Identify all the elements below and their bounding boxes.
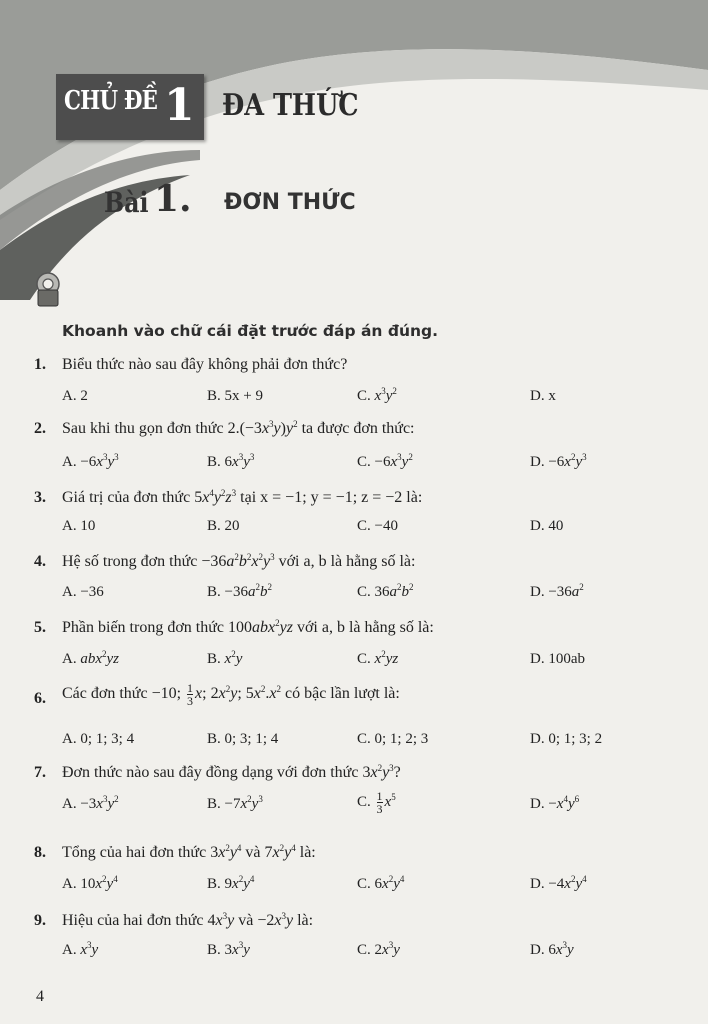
option-c[interactable]: C. $-6x^3y^2$ [357, 452, 413, 470]
question-text: Hệ số trong đơn thức $-36a^2b^2x^2y^3$ với a, b là hằng số là: [62, 552, 416, 570]
question-number: 6. [34, 690, 46, 707]
question-number: 9. [34, 912, 46, 929]
question-number: 7. [34, 764, 46, 781]
option-d[interactable]: D. 100ab [530, 651, 585, 667]
header-background [0, 0, 708, 330]
question-text: Phần biến trong đơn thức 100abx$^2$yz với a, b là hằng số là: [62, 618, 434, 636]
page-number: 4 [36, 988, 44, 1005]
question-number: 3. [34, 489, 46, 506]
option-a[interactable]: A. 0; 1; 3; 4 [62, 731, 135, 747]
question-text: Các đơn thức −10; $\frac{1}{3}$ x; $2x^2y$; $5x^2.x^2$ có bậc lần lượt là: [62, 681, 400, 708]
option-c[interactable]: C. $x^3y^2$ [357, 386, 397, 404]
option-b[interactable]: B. 5x + 9 [207, 388, 263, 404]
gear-book-icon [30, 270, 66, 310]
question-text: Giá trị của đơn thức $5x^4y^2z^3$ tại x = −1; y = −1; z = −2 là: [62, 488, 423, 506]
topic-title: ĐA THỨC [222, 88, 359, 123]
option-d[interactable]: D. $-x^4y^6$ [530, 794, 580, 812]
option-b[interactable]: B. $x^2y$ [207, 649, 243, 667]
lesson-title: ĐƠN THỨC [224, 190, 356, 215]
option-a[interactable]: A. −36 [62, 584, 104, 600]
option-b[interactable]: B. $-36a^2b^2$ [207, 582, 272, 600]
lesson-label: Bài [104, 186, 149, 219]
option-a[interactable]: A. abx$^2$yz [62, 649, 120, 667]
option-d[interactable]: D. $-36a^2$ [530, 582, 584, 600]
option-a[interactable]: A. $10x^2y^4$ [62, 874, 118, 892]
question-text: Biểu thức nào sau đây không phải đơn thức? [62, 356, 348, 373]
option-b[interactable]: B. $6x^3y^3$ [207, 452, 255, 470]
option-b[interactable]: B. $9x^2y^4$ [207, 874, 255, 892]
option-a[interactable]: A. $-3x^3y^2$ [62, 794, 119, 812]
question-number: 5. [34, 619, 46, 636]
question-number: 1. [34, 356, 46, 373]
topic-number: 1 [164, 80, 195, 131]
option-b[interactable]: B. 20 [207, 518, 240, 534]
option-d[interactable]: D. 0; 1; 3; 2 [530, 731, 603, 747]
question-number: 4. [34, 553, 46, 570]
option-c[interactable]: C. −40 [357, 518, 398, 534]
question-text: Sau khi thu gọn đơn thức $2.(-3x^3y)y^2$ ta được đơn thức: [62, 419, 415, 437]
option-a[interactable]: A. 2 [62, 388, 88, 404]
topic-label: CHỦ ĐỀ [64, 86, 158, 116]
option-c[interactable]: C. $\frac{1}{3}$ $x^5$ [357, 789, 396, 816]
instruction-text: Khoanh vào chữ cái đặt trước đáp án đúng. [62, 322, 439, 340]
question-number: 8. [34, 844, 46, 861]
question-text: Hiệu của hai đơn thức $4x^3y$ và $-2x^3y$ là: [62, 911, 314, 929]
question-number: 2. [34, 420, 46, 437]
option-b[interactable]: B. 0; 3; 1; 4 [207, 731, 279, 747]
option-d[interactable]: D. 40 [530, 518, 564, 534]
option-d[interactable]: D. x [530, 388, 556, 404]
option-c[interactable]: C. $6x^2y^4$ [357, 874, 405, 892]
option-b[interactable]: B. $3x^3y$ [207, 940, 250, 958]
option-c[interactable]: C. $2x^3y$ [357, 940, 400, 958]
option-a[interactable]: A. 10 [62, 518, 96, 534]
option-c[interactable]: C. 0; 1; 2; 3 [357, 731, 429, 747]
option-c[interactable]: C. $36a^2b^2$ [357, 582, 414, 600]
question-text: Tổng của hai đơn thức $3x^2y^4$ và $7x^2y^4$ là: [62, 843, 316, 861]
option-a[interactable]: A. $-6x^3y^3$ [62, 452, 119, 470]
option-d[interactable]: D. $6x^3y$ [530, 940, 574, 958]
question-text: Đơn thức nào sau đây đồng dạng với đơn thức $3x^2y^3$? [62, 763, 401, 781]
lesson-number: 1. [154, 178, 192, 220]
option-b[interactable]: B. $-7x^2y^3$ [207, 794, 263, 812]
option-d[interactable]: D. $-6x^2y^3$ [530, 452, 587, 470]
option-a[interactable]: A. $x^3y$ [62, 940, 99, 958]
option-c[interactable]: C. $x^2yz$ [357, 649, 399, 667]
option-d[interactable]: D. $-4x^2y^4$ [530, 874, 587, 892]
